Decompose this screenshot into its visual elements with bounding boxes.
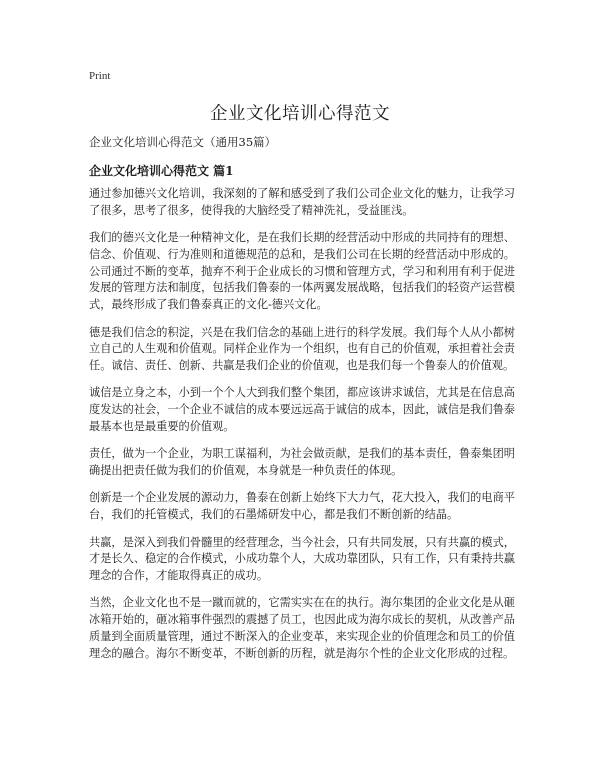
- document-subtitle: 企业文化培训心得范文（通用35篇）: [89, 135, 277, 149]
- article-body: [89, 186, 515, 673]
- paragraph: 共赢，是深入到我们骨髓里的经营理念，当今社会，只有共同发展，只有共赢的模式，才是长久、稳定的合作模式，小成功靠个人，大成功靠团队，只有工作，只有秉持共赢理念的合作，才能取得真正的成功。: [89, 535, 515, 583]
- paragraph: 德是我们信念的积淀，兴是在我们信念的基础上进行的科学发展。我们每个人从小都树立自己的人生观和价值观。同样企业作为一个组织，也有自己的价值观，承担着社会责任。诚信、责任、创新、共赢是我们企业的价值观，也是我们每一个鲁泰人的价值观。: [89, 325, 515, 373]
- paragraph: 责任，做为一个企业，为职工谋福利，为社会做贡献，是我们的基本责任，鲁泰集团明确提出把责任做为我们的价值观，本身就是一种负责任的体现。: [89, 447, 515, 478]
- paragraph: 创新是一个企业发展的源动力，鲁泰在创新上始终下大力气，花大投入，我们的电商平台，我们的托管模式，我们的石墨烯研发中心，都是我们不断创新的结晶。: [89, 491, 515, 522]
- section-heading: 企业文化培训心得范文 篇1: [89, 164, 234, 178]
- paragraph: 我们的德兴文化是一种精神文化，是在我们长期的经营活动中形成的共同持有的理想、信念、价值观、行为准则和道德规范的总和，是我们公司在长期的经营活动中形成的。公司通过不断的变革，抛弃不利于企业成长的习惯和管理方式，学习和利用有利于促进发展的管理方法和制度，包括我们鲁泰的一体两翼发展战略，包括我们的轻资产运营模式，最终形成了我们鲁泰真正的文化-德兴文化。: [89, 231, 515, 312]
- paragraph: 通过参加德兴文化培训，我深刻的了解和感受到了我们公司企业文化的魅力，让我学习了很多，思考了很多，使得我的大脑经受了精神洗礼，受益匪浅。: [89, 187, 515, 217]
- page-title: 企业文化培训心得范文: [210, 104, 390, 124]
- paragraph: 当然，企业文化也不是一蹴而就的，它需实实在在的执行。海尔集团的企业文化是从砸冰箱开始的，砸冰箱事件强烈的震撼了员工，也因此成为海尔成长的契机，从改善产品质量到全面质量管理，通过不断深入的企业变革，来实现企业的价值理念和员工的价值理念的融合。海尔不断变革，不断创新的历程，就是海尔个性的企业文化形成的过程。: [89, 596, 515, 660]
- print-link[interactable]: Print: [89, 70, 111, 82]
- paragraph: 诚信是立身之本，小到一个个人大到我们整个集团，都应该讲求诚信，尤其是在信息高度发达的社会，一个企业不诚信的成本要远远高于诚信的成本，因此，诚信是我们鲁泰最基本也是最重要的价值观。: [89, 386, 515, 434]
